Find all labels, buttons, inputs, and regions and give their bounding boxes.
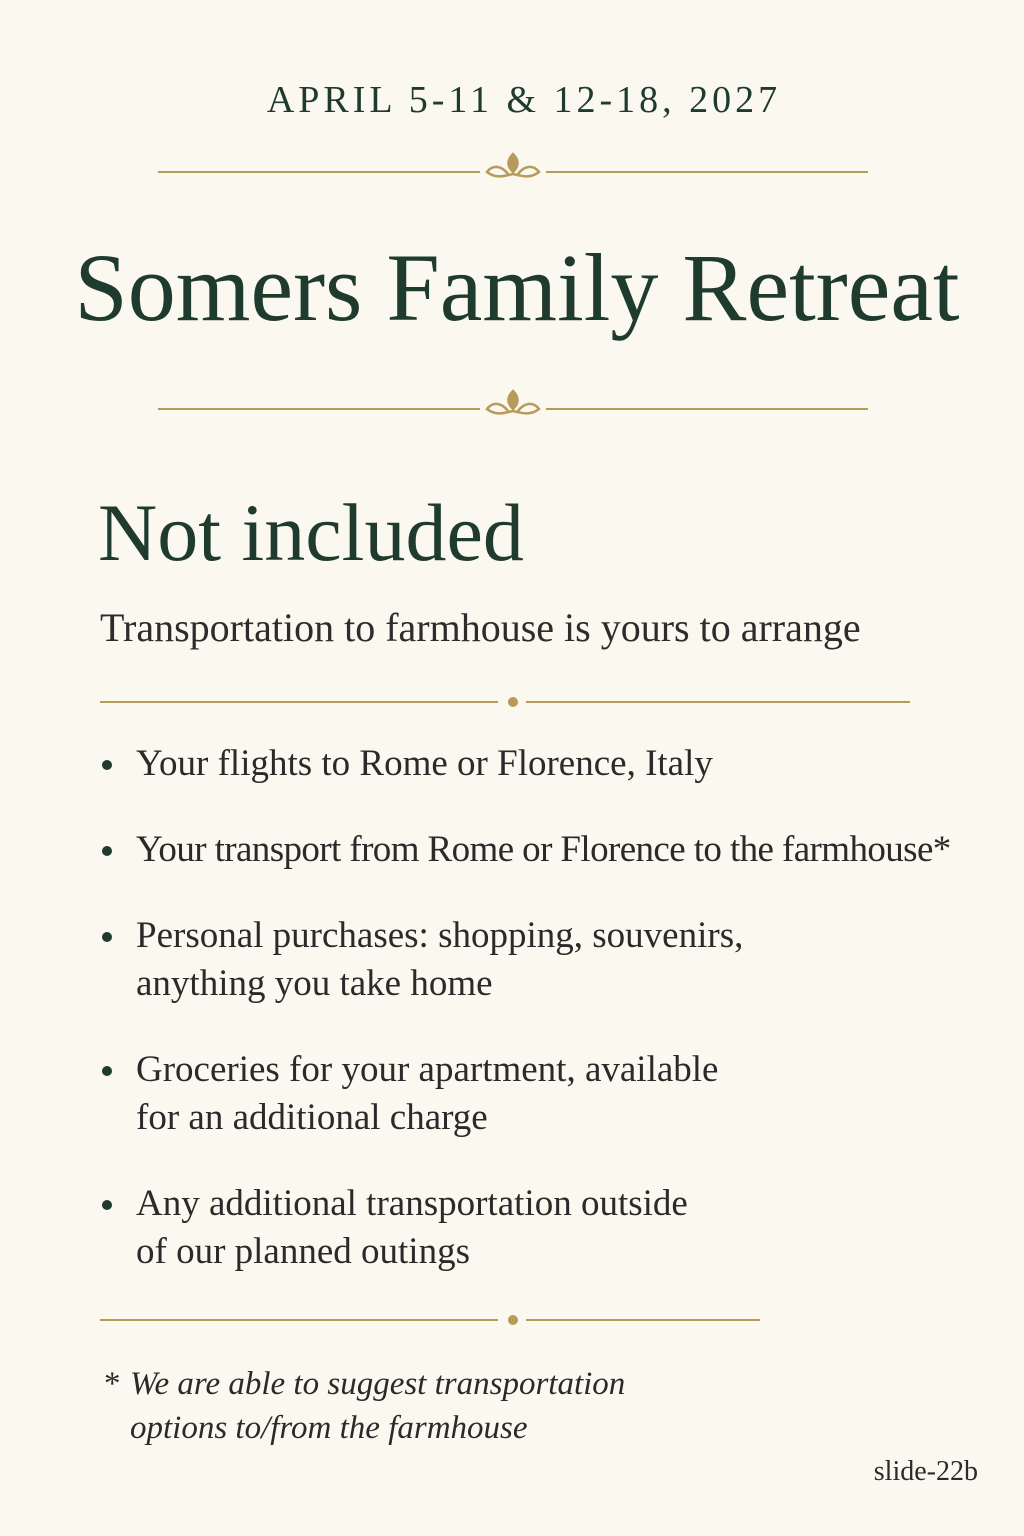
bullet-dot-icon [102, 846, 112, 856]
list-item: Any additional transportation outside of our planned outings [100, 1180, 1000, 1276]
fleur-ornament-icon [487, 391, 539, 413]
not-included-list [100, 740, 1000, 1314]
section-heading: Not included [98, 487, 524, 578]
footnote-text: We are able to suggest transportation options to/from the farmhouse [130, 1366, 626, 1446]
list-item: Personal purchases: shopping, souvenirs, anything you take home [100, 912, 1000, 1008]
top-ornament-divider [158, 152, 868, 182]
fleur-ornament-icon [487, 154, 539, 176]
event-dates: APRIL 5-11 & 12-18, 2027 [266, 79, 782, 121]
slide-id-label: slide-22b [873, 1456, 978, 1487]
footnote-marker: * [104, 1366, 121, 1402]
list-item: Your transport from Rome or Florence to the farmhouse* [100, 826, 1000, 874]
bullet-dot-icon [102, 932, 112, 942]
page-title: Somers Family Retreat [74, 234, 960, 341]
bullet-dot-icon [102, 1066, 112, 1076]
bullet-dot-icon [102, 1200, 112, 1210]
list-top-divider [100, 692, 910, 712]
bullet-dot-icon [102, 760, 112, 770]
bottom-ornament-divider [158, 389, 868, 419]
list-item: Your flights to Rome or Florence, Italy [100, 740, 1000, 788]
list-bottom-divider [100, 1310, 760, 1330]
list-item: Groceries for your apartment, available for an additional charge [100, 1046, 1000, 1142]
footnote [104, 1362, 625, 1450]
section-subheading: Transportation to farmhouse is yours to arrange [100, 605, 861, 650]
